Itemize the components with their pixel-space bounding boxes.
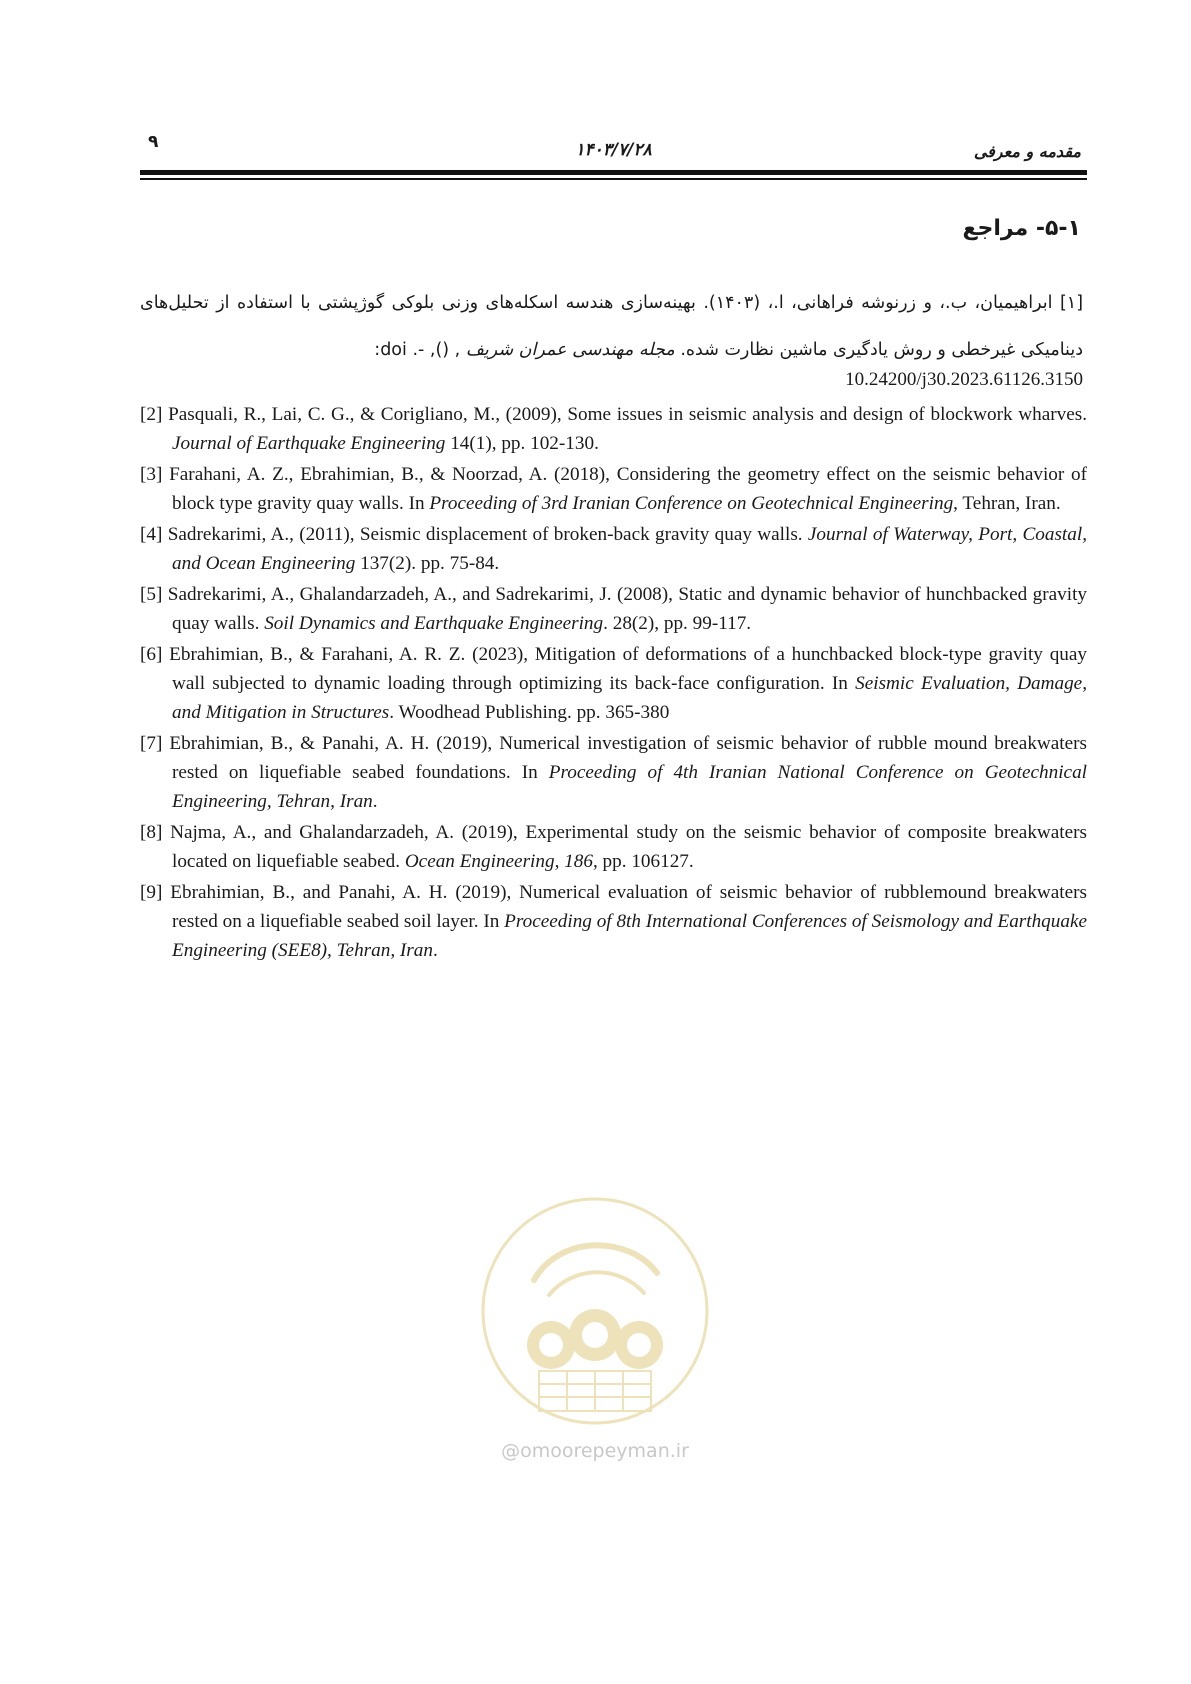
reference-5-tail: . 28(2), pp. 99-117. (603, 613, 752, 634)
page-number: ۹ (148, 132, 159, 152)
reference-9 (140, 878, 1087, 965)
reference-1-doi: 10.24200/j30.2023.61126.3150 (845, 369, 1083, 390)
reference-9-tail: . (432, 940, 438, 961)
reference-6-tail: . Woodhead Publishing. pp. 365-380 (389, 702, 670, 723)
reference-8-text: [8] Najma, A., and Ghalandarzadeh, A. (2019), Experimental study on the seismic behavior of composite breakwaters located on liquefiable seabed. (140, 822, 1087, 872)
reference-4-source: Journal of Waterway, Port, Coastal, and Ocean Engineering (172, 524, 1087, 574)
reference-1-text: [۱] ابراهیمیان، ب.، و زرنوشه فراهانی، ا.، (۱۴۰۳). بهینه‌سازی هندسه اسکله‌های وزنی بلوکی گوژپشتی با استفاده از تحلیل‌های دینامیکی غیرخطی و روش یادگیری ماشین نظارت شده. (140, 293, 1084, 360)
reference-7-text: [7] Ebrahimian, B., & Panahi, A. H. (2019), Numerical investigation of seismic behavior of rubble mound breakwaters rested on liquefiable seabed foundations. In (140, 733, 1087, 783)
reference-8-volume: 186 (564, 851, 593, 872)
running-title: مقدمه و معرفی (973, 142, 1081, 161)
reference-3-tail: , Tehran, Iran. (953, 493, 1061, 514)
reference-3 (140, 460, 1087, 518)
reference-1-journal: مجله مهندسی عمران شریف (465, 340, 675, 360)
reference-3-source: Proceeding of 3rd Iranian Conference on Geotechnical Engineering (429, 493, 954, 514)
reference-2-tail: 14(1), pp. 102-130. (445, 433, 599, 454)
reference-3-text: [3] Farahani, A. Z., Ebrahimian, B., & Noorzad, A. (2018), Considering the geometry effect on the seismic behavior of block type gravity quay walls. In (140, 464, 1087, 514)
reference-2 (140, 400, 1087, 458)
reference-9-text: [9] Ebrahimian, B., and Panahi, A. H. (2019), Numerical evaluation of seismic behavior of rubblemound breakwaters rested on a liquefiable seabed soil layer. In (140, 882, 1087, 932)
reference-4-text: [4] Sadrekarimi, A., (2011), Seismic displacement of broken-back gravity quay walls. (140, 524, 808, 545)
reference-1-tail: , (), -. doi: (374, 340, 466, 360)
reference-7 (140, 729, 1087, 816)
reference-5-source: Soil Dynamics and Earthquake Engineering (264, 613, 604, 634)
reference-8 (140, 818, 1087, 876)
header-rule-thick (140, 170, 1087, 175)
reference-5 (140, 580, 1087, 638)
reference-list (140, 400, 1087, 967)
reference-2-text: [2] Pasquali, R., Lai, C. G., & Corigliano, M., (2009), Some issues in seismic analysis and design of blockwork wharves. (140, 404, 1087, 425)
reference-4 (140, 520, 1087, 578)
page-header (140, 128, 1087, 161)
reference-8-tail: , pp. 106127. (592, 851, 694, 872)
reference-6-text: [6] Ebrahimian, B., & Farahani, A. R. Z. (2023), Mitigation of deformations of a hunchbacked block-type gravity quay wall subjected to dynamic loading through optimizing its back-face configuration. In (140, 644, 1087, 694)
reference-2-source: Journal of Earthquake Engineering (172, 433, 446, 454)
reference-5-text: [5] Sadrekarimi, A., Ghalandarzadeh, A., and Sadrekarimi, J. (2008), Static and dynamic behavior of hunchbacked gravity quay walls. (140, 584, 1087, 634)
reference-1 (140, 280, 1083, 394)
section-heading: ۵-۱- مراجع (962, 216, 1081, 241)
reference-6-source: Seismic Evaluation, Damage, and Mitigation in Structures (172, 673, 1087, 723)
watermark-logo-icon (479, 1195, 711, 1427)
reference-6 (140, 640, 1087, 727)
reference-8-sep: , (554, 851, 565, 872)
header-rule-thin (140, 178, 1087, 180)
reference-7-source: Proceeding of 4th Iranian National Conference on Geotechnical Engineering, Tehran, Iran (172, 762, 1087, 812)
reference-4-tail: 137(2). pp. 75-84. (355, 553, 500, 574)
reference-8-source: Ocean Engineering (404, 851, 555, 872)
reference-9-source: Proceeding of 8th International Conferences of Seismology and Earthquake Engineering (SEE8), Tehran, Iran (172, 911, 1087, 961)
header-date: ۱۴۰۳/۷/۲۸ (575, 140, 652, 160)
watermark-url: @omoorepeyman.ir (501, 1440, 689, 1462)
reference-7-tail: . (372, 791, 378, 812)
